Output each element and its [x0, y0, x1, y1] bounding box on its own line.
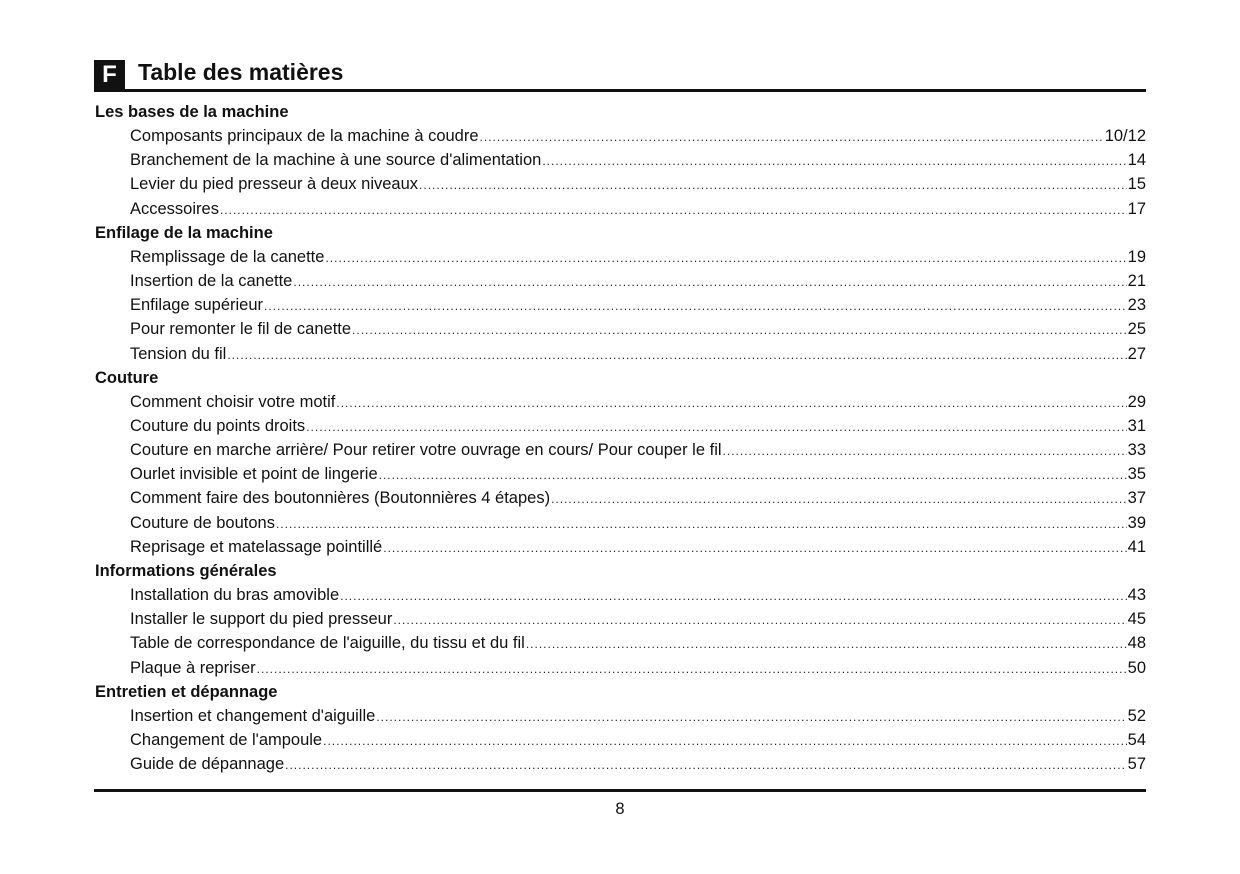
toc-entry-label: Couture du points droits — [130, 416, 306, 435]
toc-entry-label: Tension du fil — [130, 344, 227, 363]
dot-leader — [723, 439, 1127, 463]
toc-entry[interactable] — [95, 438, 1146, 462]
toc-entry-label: Couture en marche arrière/ Pour retirer votre ouvrage en cours/ Pour couper le fil — [130, 441, 722, 460]
section-heading: Informations générales — [95, 562, 277, 580]
toc-entry-label: Levier du pied presseur à deux niveaux — [130, 175, 419, 194]
dot-leader — [551, 487, 1127, 511]
dot-leader — [340, 584, 1127, 608]
section-heading: Entretien et dépannage — [95, 682, 278, 701]
toc-entry[interactable] — [95, 414, 1146, 438]
toc-entry-page: 25 — [1127, 320, 1146, 339]
section-heading: Enfilage de la machine — [95, 223, 273, 242]
toc-entry[interactable] — [95, 390, 1146, 414]
dot-leader — [480, 125, 1104, 149]
toc-entry[interactable] — [95, 752, 1146, 776]
header-divider — [94, 89, 1146, 92]
toc-entry[interactable] — [95, 607, 1146, 631]
page-title: Table des matières — [138, 59, 344, 85]
toc-entry-page: 57 — [1127, 755, 1146, 774]
toc-entry-page: 19 — [1127, 247, 1146, 266]
toc-entry[interactable] — [95, 148, 1146, 172]
toc-entry-label: Installation du bras amovible — [130, 586, 340, 604]
toc-entry[interactable] — [95, 317, 1146, 341]
dot-leader — [264, 294, 1127, 318]
toc-entry-label: Reprisage et matelassage pointillé — [130, 537, 383, 556]
dot-leader — [220, 198, 1127, 222]
toc-entry-page: 48 — [1127, 634, 1146, 653]
toc-entry[interactable] — [95, 704, 1146, 728]
dot-leader — [306, 415, 1126, 439]
dot-leader — [276, 512, 1127, 536]
toc-entry-page: 52 — [1127, 706, 1146, 725]
toc-entry-label: Composants principaux de la machine à coudre — [130, 127, 479, 145]
toc-entry-page: 31 — [1127, 416, 1146, 435]
toc-entry-label: Enfilage supérieur — [130, 296, 263, 315]
page-header — [94, 58, 1146, 90]
page-number: 8 — [615, 800, 625, 818]
toc-entry-label: Insertion et changement d'aiguille — [130, 706, 376, 725]
section-heading: Couture — [95, 368, 159, 387]
toc-entry[interactable] — [95, 342, 1146, 366]
dot-leader — [323, 729, 1127, 753]
toc-entry[interactable] — [95, 583, 1146, 607]
toc-entry-label: Branchement de la machine à une source d'alimentation — [130, 151, 542, 170]
toc-entry-label: Remplissage de la canette — [130, 247, 325, 266]
footer-divider — [94, 789, 1146, 792]
dot-leader — [526, 632, 1127, 656]
toc-entry-page: 10/12 — [1104, 127, 1146, 145]
toc-entry-page: 29 — [1127, 392, 1146, 411]
toc-entry[interactable] — [95, 269, 1146, 293]
dot-leader — [325, 246, 1126, 270]
dot-leader — [542, 149, 1126, 173]
toc-entry-page: 41 — [1127, 537, 1146, 556]
toc-entry-page: 37 — [1127, 489, 1146, 508]
toc-entry-label: Pour remonter le fil de canette — [130, 320, 352, 339]
toc-entry-label: Insertion de la canette — [130, 271, 293, 290]
toc-entry-page: 21 — [1127, 271, 1146, 290]
toc-entry-page: 43 — [1127, 586, 1146, 604]
toc-entry-label: Comment choisir votre motif — [130, 392, 336, 411]
toc-entry[interactable] — [95, 486, 1146, 510]
dot-leader — [352, 318, 1127, 342]
toc-entry-page: 23 — [1127, 296, 1146, 315]
toc-entry[interactable] — [95, 197, 1146, 221]
toc-entry-label: Accessoires — [130, 199, 219, 218]
toc-entry-label: Couture de boutons — [130, 513, 275, 532]
toc-entry-page: 45 — [1127, 610, 1146, 629]
table-of-contents — [95, 100, 1146, 776]
toc-entry-page: 27 — [1127, 344, 1146, 363]
toc-entry-page: 35 — [1127, 465, 1146, 484]
toc-entry-page: 17 — [1127, 199, 1146, 218]
toc-entry[interactable] — [95, 728, 1146, 752]
toc-entry-label: Ourlet invisible et point de lingerie — [130, 465, 378, 484]
dot-leader — [227, 343, 1126, 367]
dot-leader — [336, 391, 1126, 415]
toc-entry[interactable] — [95, 245, 1146, 269]
dot-leader — [285, 753, 1127, 777]
toc-entry-label: Guide de dépannage — [130, 755, 285, 774]
toc-entry[interactable] — [95, 124, 1146, 148]
toc-entry-page: 14 — [1127, 151, 1146, 170]
dot-leader — [383, 536, 1126, 560]
toc-entry-label: Table de correspondance de l'aiguille, du tissu et du fil — [130, 634, 525, 653]
toc-entry[interactable] — [95, 462, 1146, 486]
toc-entry-page: 33 — [1127, 441, 1146, 460]
section-heading: Les bases de la machine — [95, 103, 289, 121]
toc-entry[interactable] — [95, 631, 1146, 655]
toc-entry-page: 15 — [1127, 175, 1146, 194]
toc-entry-label: Installer le support du pied presseur — [130, 610, 393, 629]
dot-leader — [419, 173, 1127, 197]
dot-leader — [376, 705, 1126, 729]
dot-leader — [393, 608, 1126, 632]
toc-entry[interactable] — [95, 656, 1146, 680]
toc-entry[interactable] — [95, 293, 1146, 317]
toc-entry-page: 54 — [1127, 730, 1146, 749]
dot-leader — [257, 657, 1127, 681]
toc-entry-label: Changement de l'ampoule — [130, 730, 323, 749]
language-badge: F — [94, 60, 125, 90]
toc-entry-page: 39 — [1127, 513, 1146, 532]
toc-entry[interactable] — [95, 511, 1146, 535]
toc-entry[interactable] — [95, 172, 1146, 196]
toc-entry[interactable] — [95, 535, 1146, 559]
toc-entry-label: Comment faire des boutonnières (Boutonnières 4 étapes) — [130, 489, 551, 508]
dot-leader — [293, 270, 1126, 294]
toc-entry-label: Plaque à repriser — [130, 658, 256, 677]
toc-entry-page: 50 — [1127, 658, 1146, 677]
dot-leader — [379, 463, 1127, 487]
